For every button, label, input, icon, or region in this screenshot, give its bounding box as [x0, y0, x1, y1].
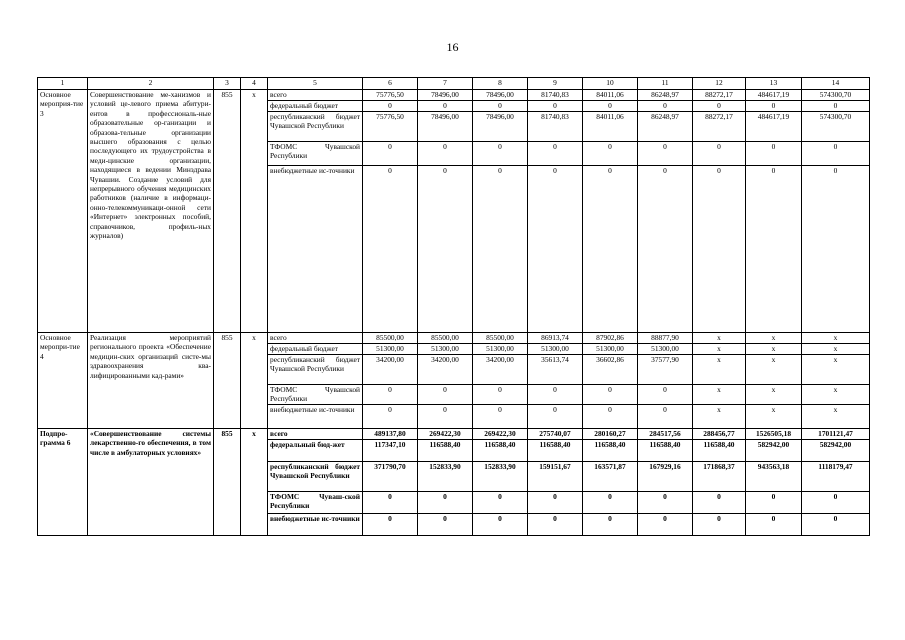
value-cell: 35613,74: [528, 355, 583, 385]
value-cell: 0: [746, 514, 802, 536]
section-description: «Совершенствование системы лекарственно-го обеспечения, в том числе в амбулаторных условиях»: [88, 429, 214, 536]
value-cell: 1701121,47: [802, 429, 870, 440]
value-cell: 167929,16: [638, 462, 693, 492]
column-number: 14: [802, 78, 870, 90]
value-cell: 280160,27: [583, 429, 638, 440]
value-cell: 116588,40: [583, 440, 638, 462]
value-cell: 0: [693, 101, 746, 112]
value-cell: х: [802, 405, 870, 429]
value-cell: 0: [473, 166, 528, 333]
value-cell: 0: [363, 142, 418, 166]
value-cell: 0: [802, 492, 870, 514]
section-label: Основное мероприя-тие 3: [38, 90, 88, 333]
value-cell: 0: [528, 385, 583, 405]
value-cell: 159151,67: [528, 462, 583, 492]
value-cell: 0: [528, 492, 583, 514]
value-cell: 0: [802, 514, 870, 536]
value-cell: х: [693, 405, 746, 429]
value-cell: 163571,87: [583, 462, 638, 492]
value-cell: 36602,86: [583, 355, 638, 385]
value-cell: 78496,00: [473, 90, 528, 101]
table-row: [38, 333, 870, 344]
value-cell: 0: [638, 514, 693, 536]
value-cell: 0: [418, 514, 473, 536]
value-cell: 0: [638, 492, 693, 514]
funding-source: внебюджетные ис-точники: [268, 166, 363, 333]
section-code: 855: [214, 429, 241, 536]
value-cell: 0: [528, 142, 583, 166]
value-cell: 0: [693, 492, 746, 514]
value-cell: х: [746, 333, 802, 344]
column-number: 1: [38, 78, 88, 90]
value-cell: 0: [473, 514, 528, 536]
table-row: [38, 90, 870, 101]
value-cell: 0: [473, 405, 528, 429]
value-cell: 85500,00: [473, 333, 528, 344]
value-cell: 0: [528, 405, 583, 429]
value-cell: 0: [418, 492, 473, 514]
value-cell: 34200,00: [363, 355, 418, 385]
funding-source: ТФОМС Чувашской Республики: [268, 385, 363, 405]
value-cell: 116588,40: [473, 440, 528, 462]
value-cell: 0: [802, 101, 870, 112]
value-cell: 116588,40: [638, 440, 693, 462]
value-cell: 51300,00: [473, 344, 528, 355]
value-cell: 34200,00: [473, 355, 528, 385]
value-cell: 85500,00: [418, 333, 473, 344]
value-cell: 269422,30: [418, 429, 473, 440]
value-cell: 484617,19: [746, 90, 802, 101]
funding-source: республиканский бюджет Чувашской Республики: [268, 112, 363, 142]
value-cell: 152833,90: [418, 462, 473, 492]
value-cell: 0: [638, 385, 693, 405]
funding-source: внебюджетные ис-точники: [268, 405, 363, 429]
value-cell: 0: [583, 166, 638, 333]
value-cell: 574300,70: [802, 112, 870, 142]
value-cell: 0: [583, 405, 638, 429]
value-cell: 75776,50: [363, 112, 418, 142]
value-cell: 1526505,18: [746, 429, 802, 440]
value-cell: 0: [363, 514, 418, 536]
value-cell: 116588,40: [693, 440, 746, 462]
funding-source: федеральный бюд-жет: [268, 440, 363, 462]
value-cell: 86248,97: [638, 112, 693, 142]
value-cell: 0: [583, 142, 638, 166]
value-cell: 484617,19: [746, 112, 802, 142]
value-cell: 81740,83: [528, 112, 583, 142]
value-cell: 171868,37: [693, 462, 746, 492]
column-number: 13: [746, 78, 802, 90]
section-x: х: [241, 90, 268, 333]
value-cell: 0: [363, 385, 418, 405]
value-cell: 116588,40: [418, 440, 473, 462]
funding-source: всего: [268, 333, 363, 344]
value-cell: 574300,70: [802, 90, 870, 101]
value-cell: 0: [746, 166, 802, 333]
funding-source: ТФОМС Чуваш-ской Республики: [268, 492, 363, 514]
column-number: 8: [473, 78, 528, 90]
value-cell: 0: [802, 166, 870, 333]
budget-table: [37, 77, 870, 536]
value-cell: х: [746, 405, 802, 429]
column-number: 12: [693, 78, 746, 90]
value-cell: 0: [473, 492, 528, 514]
value-cell: 489137,80: [363, 429, 418, 440]
value-cell: 1118179,47: [802, 462, 870, 492]
value-cell: 0: [746, 492, 802, 514]
value-cell: 51300,00: [583, 344, 638, 355]
section-code: 855: [214, 333, 241, 429]
section-x: х: [241, 333, 268, 429]
value-cell: 152833,90: [473, 462, 528, 492]
value-cell: х: [746, 355, 802, 385]
value-cell: х: [802, 333, 870, 344]
value-cell: 371790,70: [363, 462, 418, 492]
value-cell: 0: [418, 142, 473, 166]
value-cell: 0: [418, 166, 473, 333]
value-cell: 88877,90: [638, 333, 693, 344]
value-cell: 0: [802, 142, 870, 166]
value-cell: х: [802, 344, 870, 355]
value-cell: 943563,18: [746, 462, 802, 492]
value-cell: 0: [583, 514, 638, 536]
value-cell: 275740,07: [528, 429, 583, 440]
column-number: 9: [528, 78, 583, 90]
value-cell: 0: [528, 166, 583, 333]
value-cell: 85500,00: [363, 333, 418, 344]
funding-source: всего: [268, 429, 363, 440]
value-cell: 117347,10: [363, 440, 418, 462]
value-cell: 0: [638, 405, 693, 429]
value-cell: 0: [418, 101, 473, 112]
value-cell: 51300,00: [528, 344, 583, 355]
value-cell: х: [802, 355, 870, 385]
section-description: Совершенствование ме-ханизмов и условий це-левого приема абитури-ентов в профессиональ-ные образовательные ор-ганизации и образова-тельные организации высшего образования с целью последующего их трудоустройства в меди-цинские организации, находящиеся в ведении Минздрава Чувашии. Создание условий для непрерывного обучения медицинских работников (наличие в информаци-онно-телекоммуникаци-онной сети «Интернет» электронных пособий, справочников, профиль-ных журналов): [88, 90, 214, 333]
section-label: Основное меропри-тие 4: [38, 333, 88, 429]
value-cell: 0: [693, 514, 746, 536]
column-number: 10: [583, 78, 638, 90]
column-number: 11: [638, 78, 693, 90]
value-cell: 0: [473, 101, 528, 112]
value-cell: 51300,00: [418, 344, 473, 355]
value-cell: 0: [693, 142, 746, 166]
value-cell: 87902,86: [583, 333, 638, 344]
funding-source: федеральный бюджет: [268, 101, 363, 112]
value-cell: х: [693, 355, 746, 385]
value-cell: 0: [746, 142, 802, 166]
value-cell: 0: [638, 101, 693, 112]
value-cell: 88272,17: [693, 90, 746, 101]
value-cell: 88272,17: [693, 112, 746, 142]
value-cell: 0: [363, 166, 418, 333]
value-cell: х: [693, 344, 746, 355]
value-cell: х: [693, 333, 746, 344]
value-cell: 582942,00: [746, 440, 802, 462]
value-cell: 0: [583, 385, 638, 405]
funding-source: ТФОМС Чувашской Республики: [268, 142, 363, 166]
value-cell: 0: [418, 405, 473, 429]
column-number-row: [38, 78, 870, 90]
table-row: [38, 429, 870, 440]
funding-source: федеральный бюджет: [268, 344, 363, 355]
value-cell: 288456,77: [693, 429, 746, 440]
funding-source: республиканский бюджет Чувашской Республики: [268, 355, 363, 385]
value-cell: х: [746, 385, 802, 405]
section-code: 855: [214, 90, 241, 333]
value-cell: 116588,40: [528, 440, 583, 462]
value-cell: 0: [638, 166, 693, 333]
value-cell: 0: [693, 166, 746, 333]
value-cell: 51300,00: [363, 344, 418, 355]
value-cell: х: [746, 344, 802, 355]
value-cell: х: [693, 385, 746, 405]
value-cell: 284517,56: [638, 429, 693, 440]
value-cell: 0: [746, 101, 802, 112]
section-x: х: [241, 429, 268, 536]
value-cell: 0: [418, 385, 473, 405]
value-cell: 86248,97: [638, 90, 693, 101]
funding-source: республиканский бюджет Чувашской Республики: [268, 462, 363, 492]
column-number: 5: [268, 78, 363, 90]
value-cell: 84011,06: [583, 90, 638, 101]
value-cell: 75776,50: [363, 90, 418, 101]
page-number: 16: [446, 40, 459, 54]
section-description: Реализация мероприятий регионального проекта «Обеспечение медицин-ских организаций систе-мы здравоохранения ква-лифицированными кад-рами»: [88, 333, 214, 429]
value-cell: 37577,90: [638, 355, 693, 385]
value-cell: 78496,00: [473, 112, 528, 142]
section-label: Подпро-грамма 6: [38, 429, 88, 536]
value-cell: 0: [363, 492, 418, 514]
value-cell: 0: [638, 142, 693, 166]
value-cell: 81740,83: [528, 90, 583, 101]
value-cell: 34200,00: [418, 355, 473, 385]
value-cell: 86913,74: [528, 333, 583, 344]
value-cell: 0: [363, 101, 418, 112]
column-number: 4: [241, 78, 268, 90]
value-cell: 0: [473, 385, 528, 405]
value-cell: 78496,00: [418, 90, 473, 101]
value-cell: х: [802, 385, 870, 405]
value-cell: 0: [528, 514, 583, 536]
value-cell: 0: [528, 101, 583, 112]
column-number: 2: [88, 78, 214, 90]
value-cell: 84011,06: [583, 112, 638, 142]
column-number: 7: [418, 78, 473, 90]
funding-source: всего: [268, 90, 363, 101]
funding-source: внебюджетные ис-точники: [268, 514, 363, 536]
value-cell: 78496,00: [418, 112, 473, 142]
value-cell: 0: [473, 142, 528, 166]
column-number: 6: [363, 78, 418, 90]
value-cell: 51300,00: [638, 344, 693, 355]
value-cell: 0: [583, 101, 638, 112]
value-cell: 269422,30: [473, 429, 528, 440]
column-number: 3: [214, 78, 241, 90]
value-cell: 0: [583, 492, 638, 514]
value-cell: 0: [363, 405, 418, 429]
value-cell: 582942,00: [802, 440, 870, 462]
